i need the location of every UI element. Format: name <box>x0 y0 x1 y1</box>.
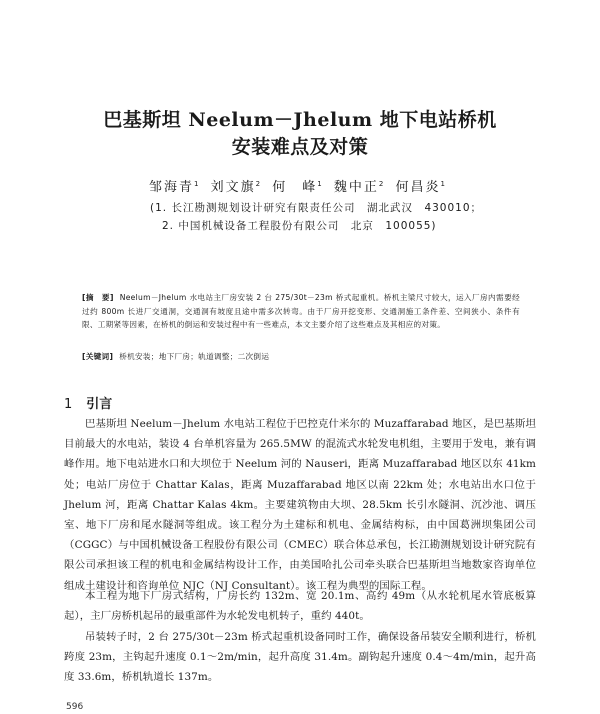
section-title: 引言 <box>86 397 113 412</box>
abstract <box>82 291 520 332</box>
paper-title-line1: 巴基斯坦 Neelum－Jhelum 地下电站桥机 <box>103 109 497 131</box>
author-list <box>40 176 560 195</box>
author-name: 魏中正 <box>333 180 379 195</box>
abstract-text: Neelum－Jhelum 水电站主厂房安装 2 台 275/30t－23m 桥式起重机。桥机主梁尺寸较大，运入厂房内需要经过约 800m 长进厂交通洞，交通洞有坡度且途中需多次转弯。由于厂房开挖变形、交通洞施工条件差、空间狭小、条件有限、工期紧等因素，在桥机的倒运和安装过程中有一些难点，本文主要介绍了这些难点及其相应的对策。 <box>82 293 520 330</box>
author-name: 邹海青 <box>149 180 195 195</box>
author-affil-mark: 2 <box>255 179 261 188</box>
author-name: 何昌炎 <box>395 180 441 195</box>
author-affil-mark: 1 <box>194 179 199 188</box>
author-name: 刘文旗 <box>210 180 256 195</box>
author-affil-mark: 1 <box>440 179 445 188</box>
paper-title-line2: 安装难点及对策 <box>231 136 369 158</box>
keywords-label: [关键词] <box>82 352 114 361</box>
abstract-label: [摘 要] <box>82 293 114 302</box>
affiliation-1: (1. 长江勘测规划设计研究有限责任公司 湖北武汉 430010； <box>150 202 483 214</box>
author-affil-mark: 2 <box>378 179 384 188</box>
author-affil-mark: 1 <box>317 179 322 188</box>
body-paragraph-3: 吊装转子时，2 台 275/30t－23m 桥式起重机设备同时工作，确保设备吊装安全顺利进行，桥机跨度 23m，主钩起升速度 0.1～2m/min，起升高度 31.4m。副钩起升速度 0.4～4m/min，起升高度 33.6m，桥机轨道长 137m。 <box>64 631 536 684</box>
body-paragraph-1: 巴基斯坦 Neelum－Jhelum 水电站工程位于巴控克什米尔的 Muzaffarabad 地区，是巴基斯坦目前最大的水电站，装设 4 台单机容量为 265.5MW 的混流式水轮发电机组，主要用于发电，兼有调峰作用。地下电站进水口和大坝位于 Neelum 河的 Nauseri，距离 Muzaffarabad 地区以东 41km 处；电站厂房位于 Chattar Kalas，距离 Muzaffarabad 地区以南 22km 处；水电站出水口位于 Jhelum 河，距离 Chattar Kalas 4km。主要建筑物由大坝、28.5km 长引水隧洞、沉沙池、调压室、地下厂房和尾水隧洞等组成。该工程分为土建标和机电、金属结构标，由中国葛洲坝集团公司（CGGC）与中国机械设备工程股份有限公司（CMEC）联合体总承包，长江勘测规划设计研究院有限公司承担该工程的机电和金属结构设计工作，由美国哈扎公司牵头联合巴基斯坦当地数家咨询单位组成土建设计和咨询单位 NJC（NJ Consultant）。该工程为典型的国际工程。 <box>64 418 536 592</box>
body-paragraph-2: 本工程为地下厂房式结构，厂房长约 132m、宽 20.1m、高约 49m（从水轮机尾水管底板算起），主厂房桥机起吊的最重部件为水轮发电机转子，重约 440t。 <box>64 590 536 623</box>
section-heading <box>64 393 112 412</box>
affiliation-2: 2. 中国机械设备工程股份有限公司 北京 100055) <box>162 220 437 232</box>
keywords <box>82 351 520 362</box>
keywords-text: 桥机安装；地下厂房；轨道调整；二次倒运 <box>119 352 270 361</box>
section-number: 1 <box>64 397 73 412</box>
author-name: 何 峰 <box>272 180 318 195</box>
page-number: 596 <box>66 702 84 712</box>
